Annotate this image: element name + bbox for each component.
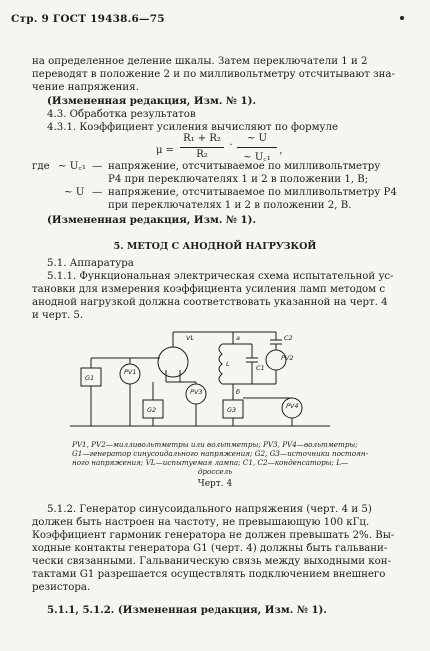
amendment-note: (Измененная редакция, Изм. № 1). [47,95,257,107]
amendment-note: 5.1.1, 5.1.2. (Измененная редакция, Изм. № 1). [47,604,327,616]
text-line: напряжение, отсчитываемое по милливольтметру P4 [108,187,397,198]
label-a: a [236,334,240,342]
label-g3: G3 [227,406,237,414]
label-b: б [236,388,241,396]
dash: — [92,187,103,198]
label-pv1: PV1 [124,368,137,376]
text-line: ходные контакты генератора G1 (черт. 4) должны быть гальвани- [32,543,388,554]
page-mark [400,16,404,20]
symbol: ~ U꜀₁ [58,161,86,172]
label-c1: C1 [256,364,265,372]
text-line: при переключателях 1 и 2 в положении 2, В. [108,200,352,211]
label-vl: VL [186,334,195,342]
label-g1: G1 [85,374,95,382]
section-heading: 4.3. Обработка результатов [47,109,196,120]
text-line: 5.1.2. Генератор синусоидального напряжения (черт. 4 и 5) [47,504,372,515]
label-l: L [226,360,230,368]
text-line: 4.3.1. Коэффициент усиления вычисляют по формуле [47,122,339,133]
label-pv2: PV2 [281,354,294,362]
figure-legend: дроссель [197,467,233,476]
text-line: переводят в положение 2 и по милливольтметру отсчитывают зна- [32,69,395,80]
text-line: Коэффициент гармоник генератора не должен превышать 2%. Вы- [32,530,395,541]
text-line: должен быть настроен на частоту, не превышающую 100 кГц. [32,517,370,528]
text-line: чение напряжения. [32,82,139,93]
text-line: 5.1.1. Функциональная электрическая схема испытательной ус- [47,271,394,282]
section-heading: 5.1. Аппаратура [47,258,134,269]
text-line: и черт. 5. [32,310,84,321]
label-pv4: PV4 [286,402,299,410]
text-line: P4 при переключателях 1 и 2 в положении 1, В; [108,174,369,185]
dash: — [92,161,103,172]
label-g2: G2 [147,406,157,414]
symbol: ~ U [64,187,85,198]
text-line: чески связанными. Гальваническую связь между выходными кон- [32,556,392,567]
where-word: где [32,161,50,172]
label-c2: C2 [284,334,293,342]
text-line: анодной нагрузкой должна соответствовать указанной на черт. 4 [32,297,388,308]
text-line: резистора. [32,582,91,593]
section-title: 5. МЕТОД С АНОДНОЙ НАГРУЗКОЙ [113,241,317,252]
label-pv3: PV3 [190,388,203,396]
amendment-note: (Измененная редакция, Изм. № 1). [47,214,257,226]
figure-legend: ного напряжения; VL—испытуемая лампа; C1, C2—конденсаторы; L— [72,458,349,467]
text-line: тактами G1 разрешается осуществлять подключением внешнего [32,569,386,580]
figure-legend: G1—генератор синусоидального напряжения; G2, G3—источники постоян- [72,449,368,458]
circuit-diagram [0,322,430,442]
text-line: на определенное деление шкалы. Затем переключатели 1 и 2 [32,56,368,67]
text-line: тановки для измерения коэффициента усиления ламп методом с [32,284,386,295]
figure-title: Черт. 4 [197,479,233,489]
page-header: Стр. 9 ГОСТ 19438.6—75 [11,13,165,25]
figure-legend: PV1, PV2—милливольтметры или вольтметры; PV3, PV4—вольтметры; [72,440,358,449]
document-page: Стр. 9 ГОСТ 19438.6—75 на определенное деление шкалы. Затем переключатели 1 и 2 переводят в положение 2 и по милливольтметру отсчитывают зна- чение напряжения. (Измененная редакция, Изм. № 1). 4.3. Обработка результатов 4.3.1. Коэффициент усиления вычисляют по формуле μ = R₁ + R₂ R₂ · ~ U ~ U꜀₁ , где ~ U꜀₁ — напряжение, отсчитываемое по милливольтметру P4 при переключателях 1 и 2 в положении 1, В; ~ U — напряжение, отсчитываемое по милливольтметру P4 при переключателях 1 и 2 в положении 2, В. (Измененная редакция, Изм. № 1). 5. МЕТОД С АНОДНОЙ НАГРУЗКОЙ 5.1. Аппаратура 5.1.1. Функциональная электрическая схема испытательной ус- тановки для измерения коэффициента усиления ламп методом с анодной нагрузкой должна соответствовать указанной на черт. 4 и черт. 5. VL a б C2 L C1 PV1 PV2 PV3 PV4 G1 G2 G3 PV1, PV2—милливольтметры или вольтметры; PV3, PV4—вольтметры; G1—генератор синусоидального напряжения; G2, G3—источники постоян- ного напряжения; VL—испытуемая лампа; C1, C2—конденсаторы; L— дроссель Черт. 4 5.1.2. Генератор синусоидального напряжения (черт. 4 и 5) должен быть настроен на частоту, не превышающую 100 кГц. Коэффициент гармоник генератора не должен превышать 2%. Вы- ходные контакты генератора G1 (черт. 4) должны быть гальвани- чески связанными. Гальваническую связь между выходными кон- тактами G1 разрешается осуществлять подключением внешнего резистора. 5.1.1, 5.1.2. (Измененная редакция, Изм. № 1). [0,0,430,651]
text-line: напряжение, отсчитываемое по милливольтметру [108,161,381,172]
